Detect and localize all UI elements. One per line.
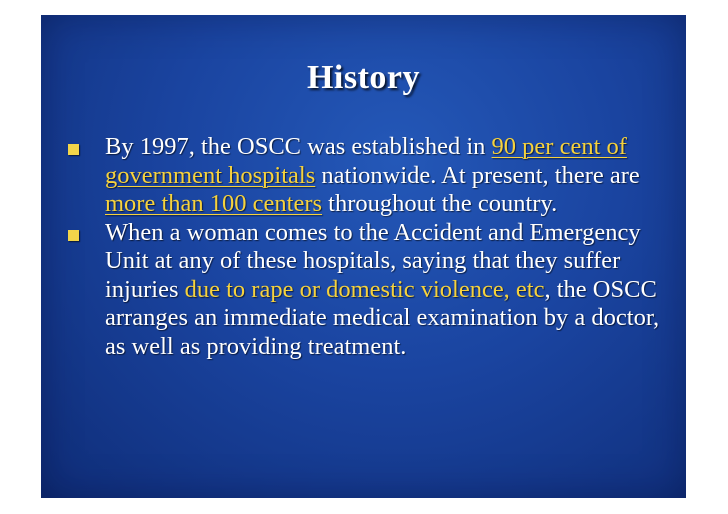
- bullet-item-2: [61, 219, 671, 362]
- bullet-1-text-1: By 1997, the OSCC was established in: [105, 133, 492, 160]
- violence-highlight: due to rape or domestic violence, etc: [184, 275, 545, 303]
- bullet-2-text-1: When a woman comes to the Accident and Emergency Unit at any of these hospitals, saying that they suffer injuries: [105, 218, 641, 303]
- bullet-1-text-2: nationwide. At present, there are: [315, 161, 640, 189]
- bullet-item-1: [61, 133, 671, 219]
- bullet-1-text-3: throughout the country.: [322, 190, 558, 217]
- centers-link[interactable]: more than 100 centers: [105, 190, 323, 217]
- slide: [41, 15, 686, 498]
- slide-title: History: [306, 59, 421, 96]
- hospitals-link[interactable]: 90 per cent of government hospitals: [105, 133, 627, 189]
- square-bullet-icon: [68, 144, 79, 155]
- bullet-2-text-2: , the OSCC arranges an immediate medical examination by a doctor, as well as providing treatment.: [105, 275, 660, 360]
- square-bullet-icon: [68, 230, 79, 241]
- bullet-list: [61, 133, 671, 361]
